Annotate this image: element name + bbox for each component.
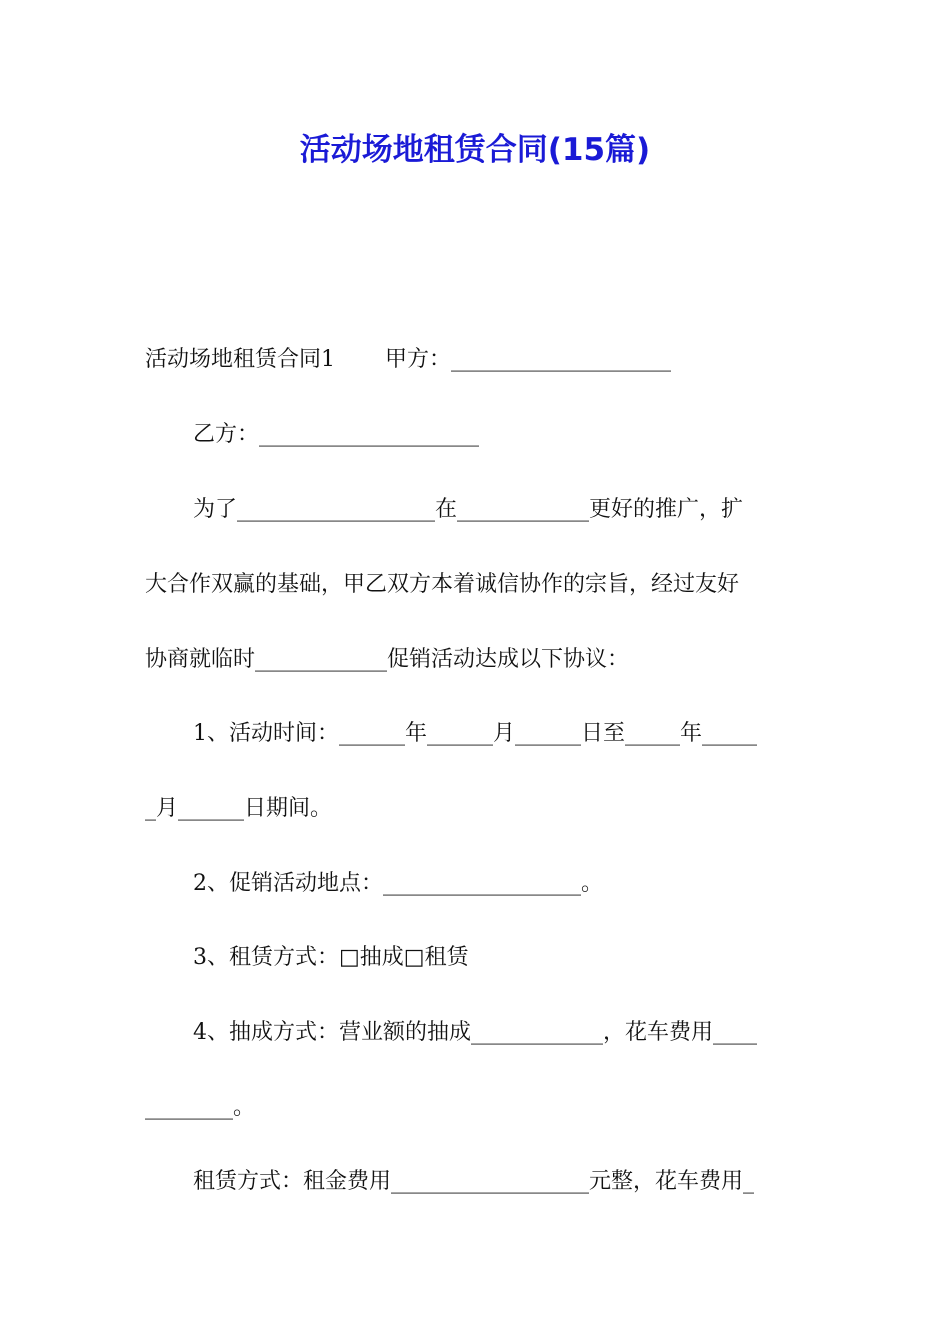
document-title: 活动场地租赁合同(15篇)	[299, 132, 651, 168]
party-a-field: 甲方：____________________	[385, 347, 672, 372]
clause-activity-time-cont: _月______日期间。	[145, 796, 333, 821]
clause-rental-mode: 3、租赁方式：□抽成□租赁	[193, 945, 469, 970]
contract-heading-line	[145, 344, 671, 376]
clause-rent-fee: 租赁方式：租金费用__________________元整，花车费用_	[193, 1169, 755, 1194]
clause-commission-cont: ________。	[145, 1095, 256, 1120]
paragraph-line: 为了__________________在____________更好的推广，扩	[193, 497, 744, 522]
clause-activity-time: 1、活动时间：______年______月______日至_____年_____	[193, 721, 757, 746]
clause-location: 2、促销活动地点：__________________。	[193, 871, 603, 896]
party-b-field: 乙方：____________________	[193, 422, 480, 447]
paragraph-line: 协商就临时____________促销活动达成以下协议：	[145, 647, 630, 672]
paragraph-line: 大合作双赢的基础，甲乙双方本着诚信协作的宗旨，经过友好	[145, 572, 740, 597]
clause-commission: 4、抽成方式：营业额的抽成____________，花车费用____	[193, 1020, 757, 1045]
contract-number: 活动场地租赁合同1	[145, 347, 335, 372]
